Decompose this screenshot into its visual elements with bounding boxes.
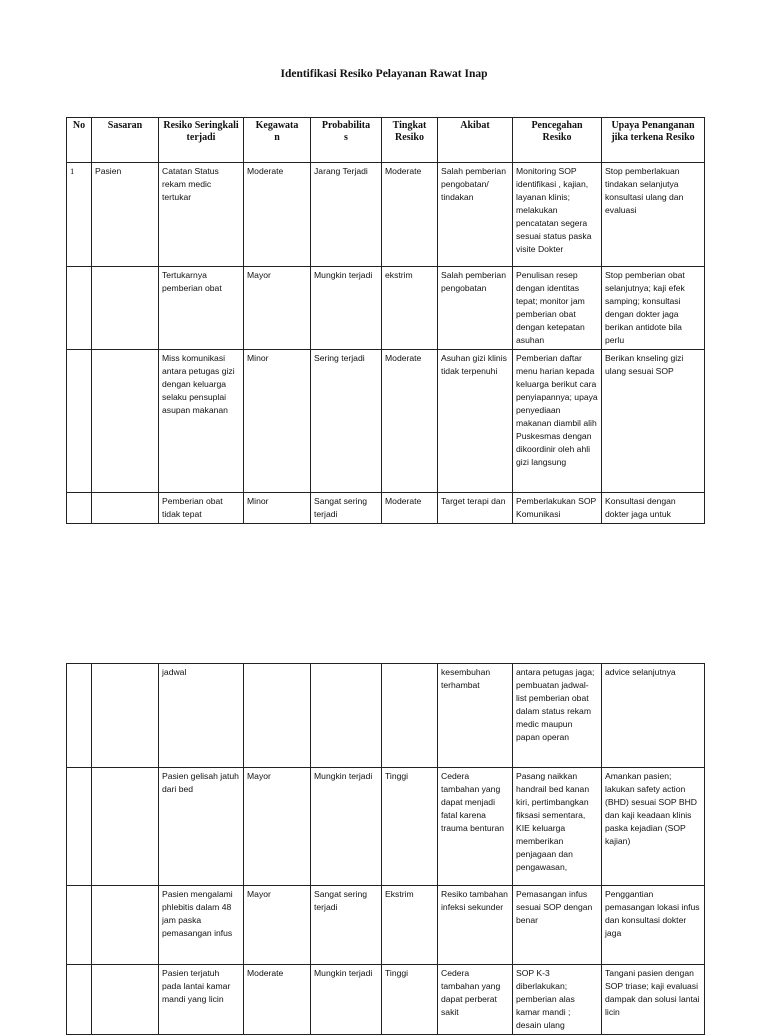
cell-upaya: Tangani pasien dengan SOP triase; kaji evaluasi dampak dan solusi lantai licin [602, 965, 705, 1035]
cell-akibat: Asuhan gizi klinis tidak terpenuhi [438, 350, 513, 493]
document-title: Identifikasi Resiko Pelayanan Rawat Inap [280, 68, 488, 80]
cell-sasaran [92, 350, 159, 493]
table-row [67, 267, 705, 350]
table-row [67, 350, 705, 493]
cell-akibat: kesembuhan terhambat [438, 664, 513, 768]
table-row [67, 664, 705, 768]
cell-pencegahan: Pemasangan infus sesuai SOP dengan benar [513, 886, 602, 965]
risk-table-page-1 [66, 117, 705, 524]
cell-resiko: Catatan Status rekam medic tertukar [159, 163, 244, 267]
cell-no [67, 267, 92, 350]
cell-sasaran [92, 886, 159, 965]
header-pencegahan: Pencegahan Resiko [513, 118, 602, 163]
table-row [67, 163, 705, 267]
cell-resiko: Pasien terjatuh pada lantai kamar mandi yang licin [159, 965, 244, 1035]
cell-upaya: Stop pemberian obat selanjutnya; kaji efek samping; konsultasi dengan dokter jaga berikan antidote bila perlu [602, 267, 705, 350]
cell-upaya: Berikan knseling gizi ulang sesuai SOP [602, 350, 705, 493]
cell-probabilitas: Sering terjadi [311, 350, 382, 493]
cell-resiko: Tertukarnya pemberian obat [159, 267, 244, 350]
cell-no [67, 350, 92, 493]
cell-pencegahan: Pemberlakukan SOP Komunikasi [513, 493, 602, 524]
header-akibat: Akibat [438, 118, 513, 163]
cell-pencegahan: Pasang naikkan handrail bed kanan kiri, pertimbangkan fiksasi sementara, KIE keluarga memberikan penjagaan dan pengawasan, [513, 768, 602, 886]
cell-probabilitas: Mungkin terjadi [311, 965, 382, 1035]
cell-probabilitas: Sangat sering terjadi [311, 493, 382, 524]
cell-sasaran [92, 493, 159, 524]
cell-pencegahan: Pemberian daftar menu harian kepada keluarga berikut cara penyiapannya; upaya penyediaan makanan diambil alih Puskesmas dengan dikoordinir oleh ahli gizi langsung [513, 350, 602, 493]
cell-kegawatan: Minor [244, 350, 311, 493]
cell-akibat: Salah pemberian pengobatan [438, 267, 513, 350]
cell-kegawatan: Moderate [244, 163, 311, 267]
header-probabilitas: Probabilita s [311, 118, 382, 163]
cell-kegawatan: Mayor [244, 267, 311, 350]
cell-sasaran: Pasien [92, 163, 159, 267]
cell-probabilitas: Mungkin terjadi [311, 768, 382, 886]
cell-pencegahan: SOP K-3 diberlakukan; pemberian alas kamar mandi ; desain ulang [513, 965, 602, 1035]
risk-table-page-2 [66, 663, 705, 1035]
cell-resiko: Pasien gelisah jatuh dari bed [159, 768, 244, 886]
cell-resiko: Miss komunikasi antara petugas gizi dengan keluarga selaku pensuplai asupan makanan [159, 350, 244, 493]
cell-no [67, 493, 92, 524]
header-kegawatan: Kegawata n [244, 118, 311, 163]
cell-probabilitas: Mungkin terjadi [311, 267, 382, 350]
cell-tingkat-resiko: Moderate [382, 350, 438, 493]
table-row [67, 768, 705, 886]
table-row [67, 886, 705, 965]
cell-resiko: jadwal [159, 664, 244, 768]
cell-tingkat-resiko: Tinggi [382, 965, 438, 1035]
cell-sasaran [92, 768, 159, 886]
cell-kegawatan: Mayor [244, 886, 311, 965]
cell-probabilitas: Jarang Terjadi [311, 163, 382, 267]
cell-resiko: Pemberian obat tidak tepat [159, 493, 244, 524]
cell-tingkat-resiko: Moderate [382, 163, 438, 267]
cell-upaya: Penggantian pemasangan lokasi infus dan konsultasi dokter jaga [602, 886, 705, 965]
cell-kegawatan: Moderate [244, 965, 311, 1035]
cell-akibat: Salah pemberian pengobatan/ tindakan [438, 163, 513, 267]
cell-probabilitas: Sangat sering terjadi [311, 886, 382, 965]
table-header-row [67, 118, 705, 163]
cell-no: 1 [67, 163, 92, 267]
cell-kegawatan [244, 664, 311, 768]
table-row [67, 965, 705, 1035]
cell-upaya: Stop pemberlakuan tindakan selanjutya konsultasi ulang dan evaluasi [602, 163, 705, 267]
header-sasaran: Sasaran [92, 118, 159, 163]
cell-kegawatan: Minor [244, 493, 311, 524]
header-upaya: Upaya Penanganan jika terkena Resiko [602, 118, 705, 163]
cell-resiko: Pasien mengalami phlebitis dalam 48 jam paska pemasangan infus [159, 886, 244, 965]
cell-pencegahan: antara petugas jaga; pembuatan jadwal-list pemberian obat dalam status rekam medic maupun papan operan [513, 664, 602, 768]
cell-sasaran [92, 267, 159, 350]
cell-sasaran [92, 965, 159, 1035]
cell-kegawatan: Mayor [244, 768, 311, 886]
cell-akibat: Cedera tambahan yang dapat menjadi fatal karena trauma benturan [438, 768, 513, 886]
cell-upaya: Konsultasi dengan dokter jaga untuk [602, 493, 705, 524]
cell-pencegahan: Penulisan resep dengan identitas tepat; monitor jam pemberian obat dengan ketepatan asuhan [513, 267, 602, 350]
cell-tingkat-resiko: ekstrim [382, 267, 438, 350]
cell-akibat: Cedera tambahan yang dapat perberat sakit [438, 965, 513, 1035]
cell-pencegahan: Monitoring SOP identifikasi , kajian, layanan klinis; melakukan pencatatan segera sesuai status paska visite Dokter [513, 163, 602, 267]
cell-akibat: Resiko tambahan infeksi sekunder [438, 886, 513, 965]
cell-upaya: advice selanjutnya [602, 664, 705, 768]
cell-sasaran [92, 664, 159, 768]
cell-no [67, 886, 92, 965]
cell-tingkat-resiko [382, 664, 438, 768]
header-no: No [67, 118, 92, 163]
cell-probabilitas [311, 664, 382, 768]
cell-upaya: Amankan pasien; lakukan safety action (BHD) sesuai SOP BHD dan kaji keadaan klinis paska kejadian (SOP kajian) [602, 768, 705, 886]
header-resiko: Resiko Seringkali terjadi [159, 118, 244, 163]
cell-tingkat-resiko: Tinggi [382, 768, 438, 886]
header-tingkat-resiko: Tingkat Resiko [382, 118, 438, 163]
cell-no [67, 664, 92, 768]
cell-akibat: Target terapi dan [438, 493, 513, 524]
table-row [67, 493, 705, 524]
cell-no [67, 965, 92, 1035]
cell-tingkat-resiko: Ekstrim [382, 886, 438, 965]
cell-no [67, 768, 92, 886]
cell-tingkat-resiko: Moderate [382, 493, 438, 524]
